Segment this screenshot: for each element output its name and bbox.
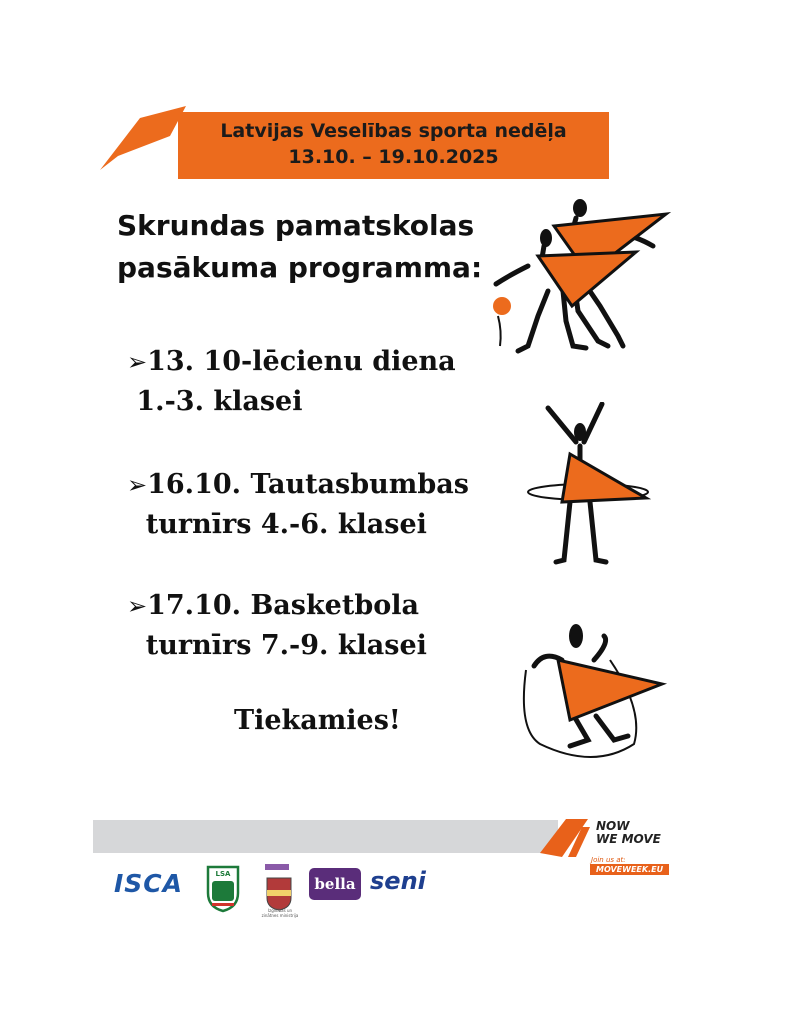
banner-dates: 13.10. – 19.10.2025 — [288, 146, 499, 168]
bella-logo: bella — [309, 868, 361, 900]
program-item-3-line-1: 17.10. Basketbola — [147, 590, 419, 621]
hula-hoop-figure-icon — [526, 402, 651, 570]
program-item-1-line-1: 13. 10-lēcienu diena — [147, 346, 456, 377]
title-line-2: pasākuma programma: — [117, 251, 483, 284]
isca-logo: ISCA — [114, 869, 184, 898]
now-we-move-line-1: NOW — [596, 819, 630, 833]
now-we-move-text — [596, 820, 661, 846]
bullet-arrow-icon: ➢ — [127, 471, 148, 499]
seni-logo: seni — [370, 867, 426, 895]
program-item-3-line-2: turnīrs 7.-9. klasei — [127, 630, 427, 661]
bullet-arrow-icon: ➢ — [127, 348, 148, 376]
program-item-2-line-2: turnīrs 4.-6. klasei — [127, 509, 427, 540]
footer-grey-bar — [93, 820, 558, 853]
lsa-label: LSA — [215, 870, 231, 878]
program-item-1-line-2: 1.-3. klasei — [127, 386, 303, 417]
orange-flag-icon — [100, 106, 190, 172]
skipping-rope-figure-icon — [514, 620, 669, 770]
program-item-1 — [127, 342, 456, 422]
join-us-text: Join us at: — [591, 856, 626, 864]
now-we-move-line-2: WE MOVE — [596, 832, 661, 846]
page-title — [117, 205, 482, 289]
bullet-arrow-icon: ➢ — [127, 592, 148, 620]
lsa-shield-logo — [206, 863, 240, 913]
dancing-figures-icon — [488, 196, 673, 368]
moveweek-url-badge: MOVEWEEK.EU — [590, 864, 669, 875]
banner-title: Latvijas Veselības sporta nedēļa — [220, 120, 567, 142]
ministry-caption: Izglītības un zinātnes ministrija — [261, 908, 299, 918]
program-item-3 — [127, 586, 427, 666]
title-line-1: Skrundas pamatskolas — [117, 209, 475, 242]
program-item-2-line-1: 16.10. Tautasbumbas — [147, 469, 469, 500]
event-banner — [178, 112, 609, 179]
program-item-2 — [127, 465, 469, 545]
closing-text: Tiekamies! — [234, 705, 401, 736]
